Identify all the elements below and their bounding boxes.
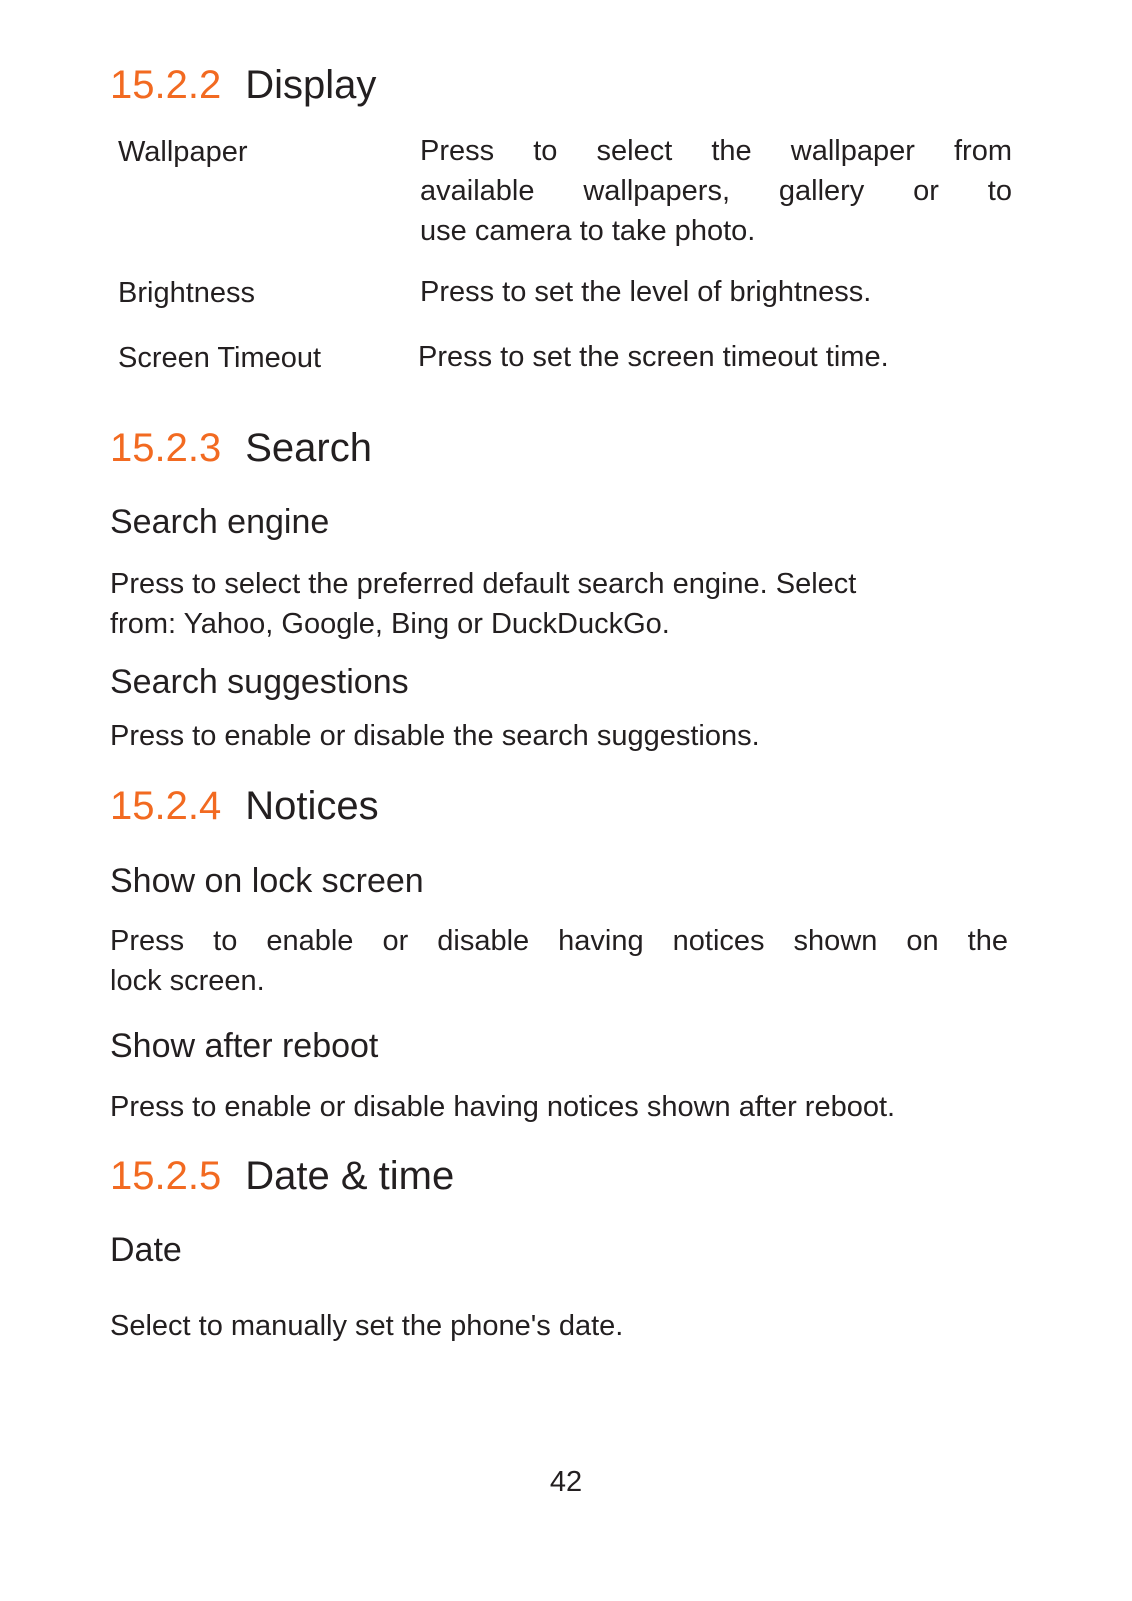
- lock-screen-text-line-2: lock screen.: [110, 965, 265, 997]
- section-title: Search: [245, 426, 372, 470]
- section-number: 15.2.5: [110, 1154, 222, 1198]
- subheading-show-on-lock-screen: Show on lock screen: [110, 862, 424, 900]
- date-text: Select to manually set the phone's date.: [110, 1310, 624, 1342]
- subheading-date: Date: [110, 1231, 182, 1269]
- desc-brightness: Press to set the level of brightness.: [420, 276, 872, 308]
- desc-wallpaper-line-2: available wallpapers, gallery or to: [420, 175, 1012, 207]
- term-screen-timeout: Screen Timeout: [118, 342, 322, 374]
- section-title: Display: [245, 63, 377, 107]
- section-title: Notices: [245, 784, 379, 828]
- subheading-search-engine: Search engine: [110, 503, 330, 541]
- section-heading-display: [110, 61, 376, 109]
- page-number: 42: [549, 1466, 583, 1498]
- search-suggestions-text: Press to enable or disable the search suggestions.: [110, 720, 760, 752]
- term-wallpaper: Wallpaper: [118, 136, 248, 168]
- lock-screen-text-line-1: Press to enable or disable having notices shown on the: [110, 925, 1008, 957]
- section-heading-search: [110, 424, 372, 472]
- after-reboot-text: Press to enable or disable having notices shown after reboot.: [110, 1091, 896, 1123]
- section-number: 15.2.4: [110, 784, 222, 828]
- section-title: Date & time: [245, 1154, 455, 1198]
- search-engine-text-line-1: Press to select the preferred default search engine. Select: [110, 568, 857, 600]
- desc-screen-timeout: Press to set the screen timeout time.: [418, 341, 889, 373]
- section-number: 15.2.3: [110, 426, 222, 470]
- section-heading-date-time: [110, 1152, 454, 1200]
- search-engine-text-line-2: from: Yahoo, Google, Bing or DuckDuckGo.: [110, 608, 670, 640]
- term-brightness: Brightness: [118, 277, 256, 309]
- desc-wallpaper-line-1: Press to select the wallpaper from: [420, 135, 1012, 167]
- section-heading-notices: [110, 782, 379, 830]
- subheading-show-after-reboot: Show after reboot: [110, 1027, 379, 1065]
- subheading-search-suggestions: Search suggestions: [110, 663, 409, 701]
- desc-wallpaper-line-3: use camera to take photo.: [420, 215, 756, 247]
- section-number: 15.2.2: [110, 63, 222, 107]
